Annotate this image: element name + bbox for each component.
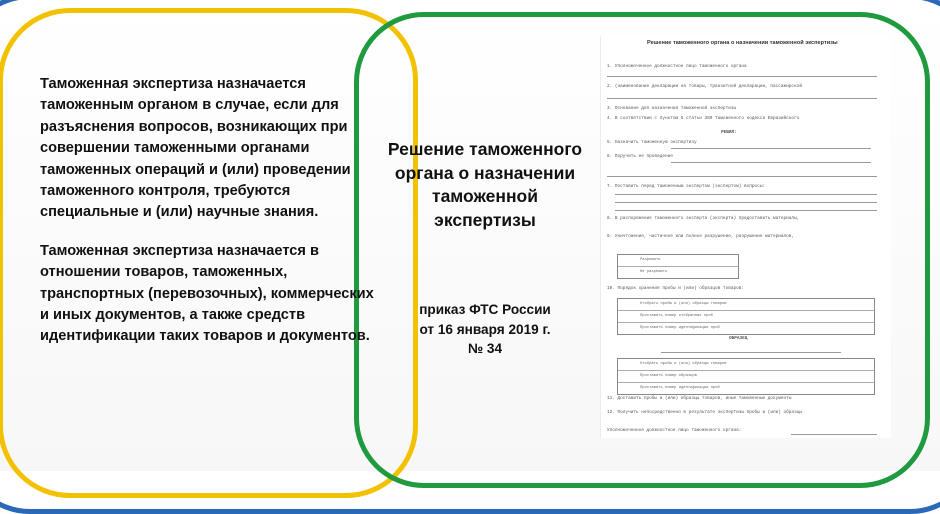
form-line: ОБРАЗЕЦ [729,336,748,341]
form-line: 3. Основание для назначения таможенной экспертизы [607,106,737,111]
form-header: Решение таможенного органа о назначении таможенной экспертизы [647,40,838,46]
form-line: 11. Доставить пробы и (или) образцы товаров, иные таможенные документы [607,396,792,401]
decision-title: Решение таможенного органа о назначении таможенной экспертизы [387,139,583,230]
form-storage-table [617,298,875,335]
decision-form-image [600,36,891,438]
form-box-row: Отобрать пробы и (или) образцы товаров [618,299,874,311]
form-sample-table [617,358,875,395]
form-line: 2. (наименование декларации на товары, транзитной декларации, пассажирской [607,84,802,89]
order-line-3: № 34 [467,341,503,357]
form-box-row: Проставить номер отобранных проб [618,311,874,323]
form-box-row: Отобрать пробы и (или) образцы товаров [618,359,874,371]
form-line: 6. Поручить ее проведение [607,154,673,159]
form-box-row: Проставить номер образцов [618,371,874,383]
form-rule [671,148,871,149]
form-line: 8. В распоряжение таможенного эксперта (эксперта) предоставить материалы, [607,216,800,221]
form-box-row: Проставить номер идентификации проб [640,326,720,330]
form-line: 12. Получить непосредственно в результате экспертизы пробы и (или) образцы [607,410,802,415]
order-line-2: от 16 января 2019 г. [419,321,551,337]
form-line: 7. Поставить перед таможенным экспертом (экспертом) вопросы: [607,184,766,189]
paragraph-expertise-purpose: Таможенная экспертиза назначается таможенным органом в случае, если для разъяснения вопросов, возникающих при совершении таможенными органами таможенных операций и (или) проведении таможенного контроля, требуются специальные и (или) научные знания. [40,76,351,221]
paragraph-expertise-objects: Таможенная экспертиза назначается в отношении товаров, таможенных, транспортных (перевозочных), коммерческих и иных документов, а также средств идентификации таких товаров и документов. [40,242,374,345]
form-line: 10. Порядок хранения пробы и (или) образцов товаров: [607,286,745,291]
form-rule [615,202,877,203]
form-checkbox-table [617,254,739,279]
form-box-row: Не разрешить [640,270,668,274]
form-rule [607,98,877,99]
form-line: 5. Назначить таможенную экспертизу [607,140,697,145]
form-rule [791,434,877,435]
form-line: РЕШИЛ: [721,130,737,135]
order-reference [398,300,572,359]
form-line: Уполномоченное должностное лицо таможенного органа: [607,428,742,433]
form-rule [607,176,877,177]
form-rule [615,210,877,211]
form-rule [671,162,871,163]
form-rule [661,352,841,353]
form-box-row: Проставить номер идентификации проб [640,386,720,390]
form-box-row: Разрешить [618,255,738,267]
form-rule [607,76,877,77]
form-rule [615,194,877,195]
form-line: 9. Уничтожение, частичное или полное разрушение, разрушение материалов, [607,234,795,239]
left-text-block [40,74,378,365]
form-line: 1. Уполномоченное должностное лицо таможенного органа [607,64,747,69]
form-line: 4. В соответствии с пунктом 5 статьи 389 Таможенного кодекса Евразийского [607,116,800,121]
order-line-1: приказ ФТС России [419,302,551,317]
